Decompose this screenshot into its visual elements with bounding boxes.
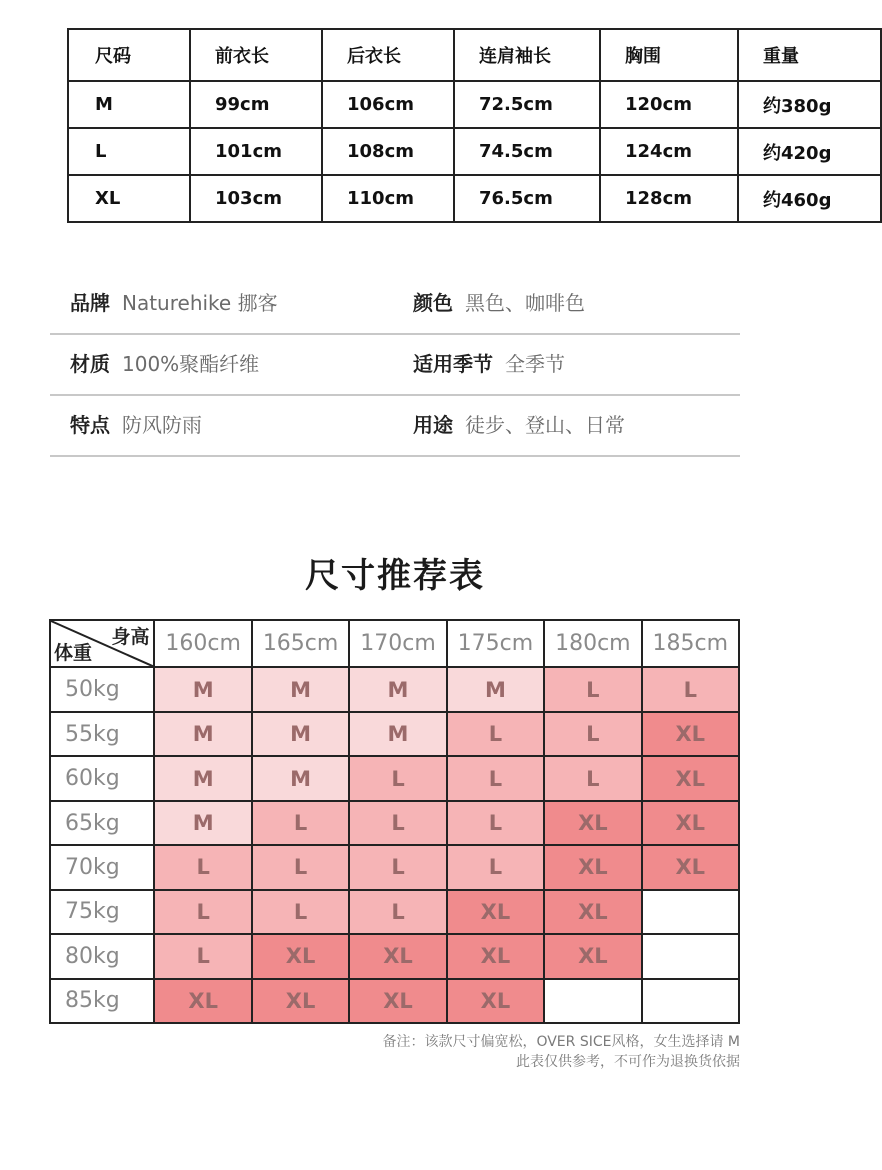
size-cell: XL bbox=[642, 845, 739, 889]
spec-item bbox=[413, 334, 565, 394]
measurement-header-cell: 后衣长 bbox=[322, 29, 454, 81]
measurement-cell: 120cm bbox=[600, 81, 738, 128]
size-cell: L bbox=[447, 712, 544, 756]
size-grid-corner bbox=[50, 620, 154, 667]
size-cell: XL bbox=[642, 712, 739, 756]
spec-key: 特点 bbox=[70, 413, 110, 437]
measurement-cell: 101cm bbox=[190, 128, 322, 175]
note-line-1: 备注：该款尺寸偏宽松，OVER SICE风格，女生选择请 M bbox=[382, 1034, 740, 1050]
spec-key: 颜色 bbox=[413, 291, 453, 315]
size-cell bbox=[544, 979, 641, 1023]
weight-header-cell: 85kg bbox=[50, 979, 154, 1023]
spec-row bbox=[50, 334, 740, 396]
measurement-cell: L bbox=[68, 128, 190, 175]
spec-key: 用途 bbox=[413, 413, 453, 437]
measurement-row bbox=[68, 81, 881, 128]
spec-value: 徒步、登山、日常 bbox=[465, 413, 625, 437]
spec-key: 材质 bbox=[70, 352, 110, 376]
measurement-cell: 124cm bbox=[600, 128, 738, 175]
size-grid-header-row bbox=[50, 620, 739, 667]
measurement-header-cell: 尺码 bbox=[68, 29, 190, 81]
size-cell: M bbox=[349, 712, 446, 756]
size-cell: M bbox=[154, 801, 251, 845]
height-header-cell: 170cm bbox=[349, 620, 446, 667]
weight-header-cell: 80kg bbox=[50, 934, 154, 978]
size-cell: L bbox=[544, 712, 641, 756]
size-cell: XL bbox=[252, 934, 349, 978]
spec-value: 防风防雨 bbox=[122, 413, 202, 437]
size-cell: XL bbox=[544, 801, 641, 845]
measurement-cell: 103cm bbox=[190, 175, 322, 222]
measurement-header-cell: 连肩袖长 bbox=[454, 29, 600, 81]
measurement-row bbox=[68, 128, 881, 175]
size-cell: M bbox=[154, 712, 251, 756]
measurement-cell: 99cm bbox=[190, 81, 322, 128]
weight-header-cell: 60kg bbox=[50, 756, 154, 800]
size-cell: L bbox=[544, 756, 641, 800]
size-cell: L bbox=[447, 845, 544, 889]
size-cell: M bbox=[154, 667, 251, 711]
measurement-cell: 108cm bbox=[322, 128, 454, 175]
size-cell: L bbox=[154, 934, 251, 978]
measurement-header-row bbox=[68, 29, 881, 81]
corner-weight-label: 体重 bbox=[54, 642, 93, 665]
spec-key: 适用季节 bbox=[413, 352, 493, 376]
spec-item bbox=[70, 334, 259, 394]
spec-value: Naturehike 挪客 bbox=[122, 291, 278, 315]
size-cell: L bbox=[544, 667, 641, 711]
size-cell: L bbox=[252, 845, 349, 889]
size-chart-title: 尺寸推荐表 bbox=[305, 556, 485, 596]
size-cell bbox=[642, 890, 739, 934]
size-cell: M bbox=[252, 756, 349, 800]
measurement-cell: 128cm bbox=[600, 175, 738, 222]
corner-height-label: 身高 bbox=[111, 626, 150, 648]
size-cell: L bbox=[252, 890, 349, 934]
weight-header-cell: 50kg bbox=[50, 667, 154, 711]
spec-item bbox=[70, 273, 278, 333]
size-cell: XL bbox=[544, 845, 641, 889]
size-cell: M bbox=[447, 667, 544, 711]
size-grid-row bbox=[50, 756, 739, 800]
height-header-cell: 175cm bbox=[447, 620, 544, 667]
size-grid-row bbox=[50, 845, 739, 889]
measurement-table bbox=[67, 28, 882, 223]
measurement-cell: XL bbox=[68, 175, 190, 222]
measurement-cell: 74.5cm bbox=[454, 128, 600, 175]
weight-header-cell: 55kg bbox=[50, 712, 154, 756]
size-cell: M bbox=[349, 667, 446, 711]
size-cell: XL bbox=[544, 934, 641, 978]
size-grid-row bbox=[50, 890, 739, 934]
weight-header-cell: 75kg bbox=[50, 890, 154, 934]
size-cell: XL bbox=[544, 890, 641, 934]
measurement-cell: 72.5cm bbox=[454, 81, 600, 128]
measurement-cell: 110cm bbox=[322, 175, 454, 222]
size-cell: M bbox=[252, 667, 349, 711]
measurement-cell: 约420g bbox=[738, 128, 881, 175]
spec-row bbox=[50, 273, 740, 335]
measurement-cell: 76.5cm bbox=[454, 175, 600, 222]
size-cell: XL bbox=[447, 890, 544, 934]
size-grid-row bbox=[50, 979, 739, 1023]
height-header-cell: 185cm bbox=[642, 620, 739, 667]
size-cell: L bbox=[154, 890, 251, 934]
size-cell: XL bbox=[349, 979, 446, 1023]
measurement-cell: M bbox=[68, 81, 190, 128]
spec-key: 品牌 bbox=[70, 291, 110, 315]
spec-item bbox=[413, 395, 625, 455]
height-header-cell: 160cm bbox=[154, 620, 251, 667]
measurement-cell: 约380g bbox=[738, 81, 881, 128]
measurement-header-cell: 前衣长 bbox=[190, 29, 322, 81]
size-cell: XL bbox=[642, 801, 739, 845]
size-grid-row bbox=[50, 934, 739, 978]
size-cell: M bbox=[252, 712, 349, 756]
size-cell: XL bbox=[447, 934, 544, 978]
weight-header-cell: 70kg bbox=[50, 845, 154, 889]
weight-header-cell: 65kg bbox=[50, 801, 154, 845]
size-cell: L bbox=[642, 667, 739, 711]
height-header-cell: 180cm bbox=[544, 620, 641, 667]
size-cell bbox=[642, 979, 739, 1023]
spec-row bbox=[50, 395, 740, 457]
note-line-2: 此表仅供参考，不可作为退换货依据 bbox=[516, 1054, 740, 1070]
size-cell: M bbox=[154, 756, 251, 800]
size-cell: L bbox=[447, 801, 544, 845]
measurement-row bbox=[68, 175, 881, 222]
size-recommendation-table bbox=[49, 619, 740, 1024]
size-cell: L bbox=[154, 845, 251, 889]
size-cell: XL bbox=[642, 756, 739, 800]
size-cell: XL bbox=[447, 979, 544, 1023]
measurement-header-cell: 重量 bbox=[738, 29, 881, 81]
spec-item bbox=[413, 273, 585, 333]
size-grid-row bbox=[50, 667, 739, 711]
measurement-cell: 106cm bbox=[322, 81, 454, 128]
size-cell: L bbox=[349, 890, 446, 934]
size-grid-row bbox=[50, 712, 739, 756]
size-grid-row bbox=[50, 801, 739, 845]
size-cell: XL bbox=[349, 934, 446, 978]
measurement-cell: 约460g bbox=[738, 175, 881, 222]
size-cell: XL bbox=[252, 979, 349, 1023]
spec-value: 黑色、咖啡色 bbox=[465, 291, 585, 315]
size-cell: XL bbox=[154, 979, 251, 1023]
size-cell: L bbox=[349, 801, 446, 845]
spec-value: 全季节 bbox=[505, 352, 565, 376]
height-header-cell: 165cm bbox=[252, 620, 349, 667]
spec-item bbox=[70, 395, 202, 455]
size-cell bbox=[642, 934, 739, 978]
size-cell: L bbox=[349, 756, 446, 800]
size-cell: L bbox=[447, 756, 544, 800]
size-cell: L bbox=[252, 801, 349, 845]
spec-value: 100%聚酯纤维 bbox=[122, 352, 260, 376]
size-cell: L bbox=[349, 845, 446, 889]
measurement-header-cell: 胸围 bbox=[600, 29, 738, 81]
